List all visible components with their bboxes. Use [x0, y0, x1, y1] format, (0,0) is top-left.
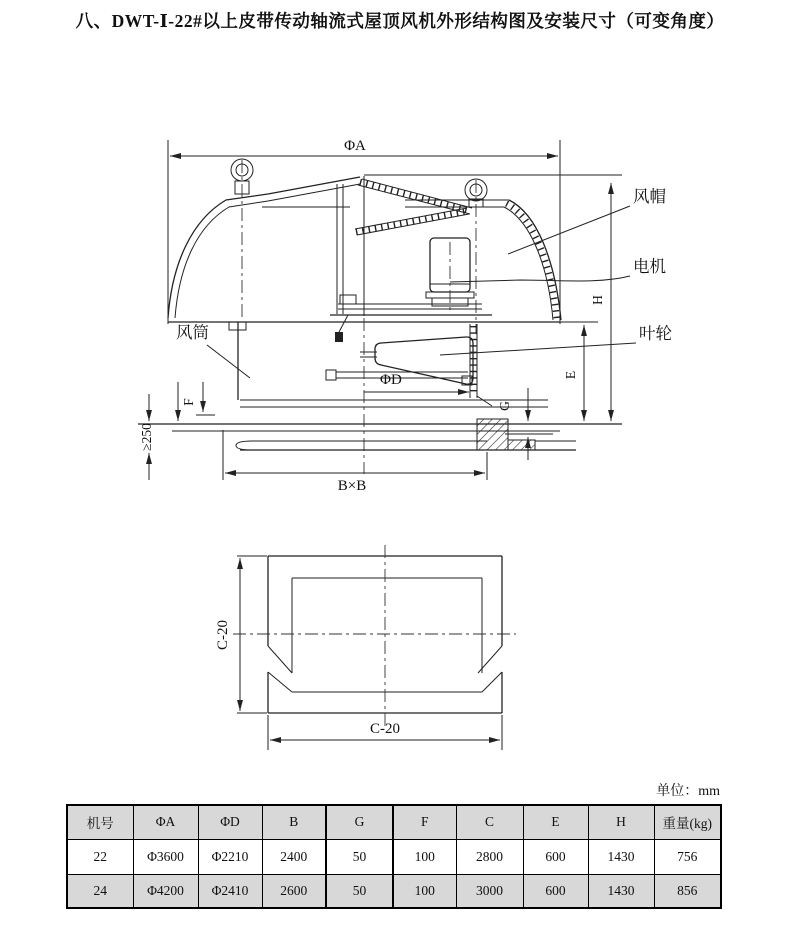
- cell-model: 22: [67, 839, 133, 874]
- cell-c: 3000: [456, 874, 523, 908]
- wind-cap-label: 风帽: [633, 187, 666, 206]
- fan-elevation-drawing: [0, 88, 800, 518]
- cell-f: 100: [393, 839, 456, 874]
- header-c: C: [456, 805, 523, 839]
- duct-structure: [238, 322, 548, 407]
- header-phi-d: ΦD: [198, 805, 262, 839]
- impeller-label: 叶轮: [639, 324, 672, 343]
- header-h: H: [588, 805, 654, 839]
- plan-centerlines: [233, 545, 516, 726]
- dim-min-250-label: ≥250: [139, 423, 154, 451]
- cell-weight: 856: [654, 874, 721, 908]
- cell-model: 24: [67, 874, 133, 908]
- cell-g: 50: [326, 874, 393, 908]
- cell-e: 600: [523, 839, 588, 874]
- cell-e: 600: [523, 874, 588, 908]
- cell-b: 2400: [262, 839, 326, 874]
- cell-phi-d: Φ2210: [198, 839, 262, 874]
- page-title: 八、DWT-Ⅰ-22#以上皮带传动轴流式屋顶风机外形结构图及安装尺寸（可变角度）: [75, 11, 725, 31]
- lifting-ring-left: [231, 159, 253, 320]
- dim-h: [590, 183, 611, 421]
- cell-f: 100: [393, 874, 456, 908]
- cell-g: 50: [326, 839, 393, 874]
- dim-bxb-label: B×B: [337, 478, 367, 494]
- table-header-row: [67, 805, 721, 839]
- header-weight: 重量(kg): [654, 805, 721, 839]
- cell-b: 2600: [262, 874, 326, 908]
- motor-assembly: [330, 238, 492, 342]
- dim-e: [540, 322, 598, 421]
- header-f: F: [393, 805, 456, 839]
- impeller-blade: [360, 337, 473, 384]
- header-g: G: [326, 805, 393, 839]
- internal-frame: [337, 176, 472, 474]
- header-phi-a: ΦA: [133, 805, 198, 839]
- spec-table: [66, 804, 722, 909]
- dim-c20-h-label: C-20: [370, 721, 400, 737]
- dim-c20-vertical: [215, 556, 267, 713]
- cell-phi-a: Φ3600: [133, 839, 198, 874]
- cell-phi-a: Φ4200: [133, 874, 198, 908]
- dim-min-250: [139, 394, 154, 480]
- header-b: B: [262, 805, 326, 839]
- lifting-ring-right: [465, 179, 487, 334]
- base-plan-drawing: [0, 518, 800, 768]
- dim-h-label: H: [590, 295, 605, 305]
- dim-c20-horizontal: [268, 715, 502, 750]
- table-row: [67, 839, 721, 874]
- dim-g-label: G: [497, 401, 512, 411]
- motor-label: 电机: [633, 257, 666, 276]
- dim-c20-v-label: C-20: [215, 620, 231, 650]
- cell-h: 1430: [588, 839, 654, 874]
- dim-f-label: F: [181, 398, 196, 406]
- dim-phi-d: [364, 372, 469, 392]
- dim-e-label: E: [563, 370, 578, 380]
- unit-label: 单位：mm: [656, 784, 720, 799]
- header-model: 机号: [67, 805, 133, 839]
- cell-h: 1430: [588, 874, 654, 908]
- dim-f: [178, 382, 215, 421]
- cell-weight: 756: [654, 839, 721, 874]
- dim-phi-a-label: ΦA: [344, 138, 366, 154]
- duct-label: 风筒: [176, 323, 209, 342]
- table-row: [67, 874, 721, 908]
- header-e: E: [523, 805, 588, 839]
- cell-c: 2800: [456, 839, 523, 874]
- cell-phi-d: Φ2410: [198, 874, 262, 908]
- dim-bxb: [223, 430, 487, 494]
- dim-phi-d-label: ΦD: [380, 372, 402, 388]
